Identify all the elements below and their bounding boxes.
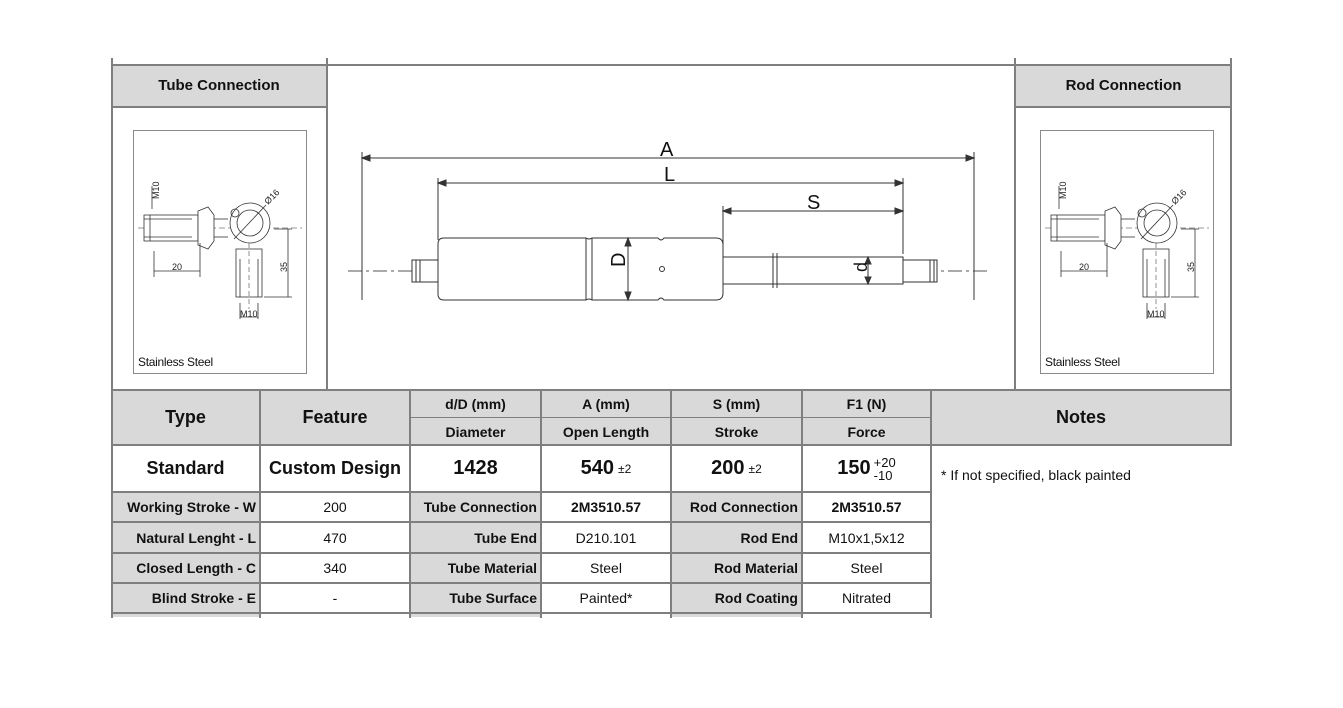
main-A-value: 540 [580, 457, 615, 479]
detail-label-rod-connection: Rod Connection [689, 499, 798, 515]
tube-connection-header [111, 64, 327, 107]
main-F1-tol-minus: -10 [873, 467, 893, 483]
header-S-bottom: Stroke [714, 423, 759, 440]
detail-value-tube-end: D210.101 [575, 529, 637, 546]
rod-height-label: 35 [1186, 261, 1196, 272]
main-S-tolerance: ±2 [748, 461, 762, 476]
main-S-value: 200 [711, 457, 745, 479]
tube-dia-label: Ø16 [262, 187, 282, 207]
detail-value-natural-length: 470 [323, 529, 347, 546]
main-type: Standard [146, 458, 225, 478]
detail-label-blind-stroke: Blind Stroke - E [151, 590, 256, 606]
rod-len-label: 20 [1079, 262, 1090, 272]
rod-connection-caption: Stainless Steel [1045, 355, 1120, 369]
header-feature [260, 390, 410, 445]
main-A-tolerance: ±2 [618, 461, 632, 476]
detail-value-rod-connection: 2M3510.57 [831, 499, 902, 515]
tube-bottom-thread-label: M10 [240, 309, 258, 319]
detail-value-tube-connection: 2M3510.57 [570, 499, 642, 515]
header-A-top: A (mm) [582, 396, 630, 412]
header-S-top: S (mm) [712, 396, 761, 412]
main-S [671, 445, 802, 492]
tube-connection-drawing [133, 130, 307, 374]
detail-value-closed-length: 340 [323, 560, 347, 576]
header-notes-label: Notes [1055, 407, 1106, 427]
rod-thread-label: M10 [1058, 181, 1068, 199]
header-feature-label: Feature [302, 407, 368, 427]
main-feature: Custom Design [268, 458, 401, 478]
dim-label-L: L [664, 164, 676, 186]
detail-value-blind-stroke: - [332, 590, 338, 606]
main-dD: 1428 [453, 457, 498, 479]
header-dD-bottom: Diameter [445, 423, 506, 440]
detail-label-rod-end: Rod End [740, 529, 798, 546]
header-dD-top: d/D (mm) [445, 396, 506, 412]
main-F1-tol-plus: +20 [873, 454, 896, 470]
detail-value-working-stroke: 200 [323, 499, 347, 515]
detail-value-rod-coating: Nitrated [841, 590, 892, 606]
rod-connection-drawing [1040, 130, 1214, 374]
detail-value-rod-end: M10x1,5x12 [828, 529, 905, 546]
header-F1-bottom: Force [847, 423, 886, 440]
detail-value-rod-material: Steel [850, 560, 883, 576]
gas-spring-drawing [340, 130, 1000, 310]
dim-label-A: A [660, 139, 674, 161]
detail-label-closed-length: Closed Length - C [136, 560, 256, 576]
header-F1-top: F1 (N) [846, 396, 887, 412]
detail-label-tube-material: Tube Material [447, 560, 537, 576]
main-F1 [802, 445, 931, 492]
header-A-bottom: Open Length [562, 423, 650, 440]
detail-label-tube-end: Tube End [474, 529, 537, 546]
detail-value-tube-material: Steel [590, 560, 622, 576]
detail-label-tube-surface: Tube Surface [449, 590, 537, 606]
dim-label-d: d [851, 261, 871, 272]
dim-label-D: D [608, 252, 630, 267]
tube-connection-caption: Stainless Steel [138, 355, 213, 369]
tube-height-label: 35 [279, 261, 289, 272]
tube-connection-title: Tube Connection [158, 77, 280, 94]
main-F1-value: 150 [837, 457, 871, 479]
main-A [541, 445, 671, 492]
rod-dia-label: Ø16 [1169, 187, 1189, 207]
rod-connection-header [1015, 64, 1232, 107]
tube-thread-label: M10 [151, 181, 161, 199]
detail-label-tube-connection: Tube Connection [423, 499, 537, 515]
detail-label-natural-length: Natural Lenght - L [136, 529, 256, 546]
dim-label-S: S [807, 192, 821, 214]
header-notes [931, 390, 1231, 445]
detail-label-working-stroke: Working Stroke - W [127, 499, 256, 515]
detail-value-tube-surface: Painted* [579, 590, 633, 606]
main-note: * If not specified, black painted [941, 467, 1131, 483]
tube-len-label: 20 [172, 262, 183, 272]
detail-label-rod-coating: Rod Coating [714, 590, 798, 606]
rod-bottom-thread-label: M10 [1147, 309, 1165, 319]
rod-connection-title: Rod Connection [1065, 77, 1182, 94]
header-type-label: Type [165, 407, 206, 427]
header-type [111, 390, 260, 445]
detail-label-rod-material: Rod Material [713, 560, 798, 576]
